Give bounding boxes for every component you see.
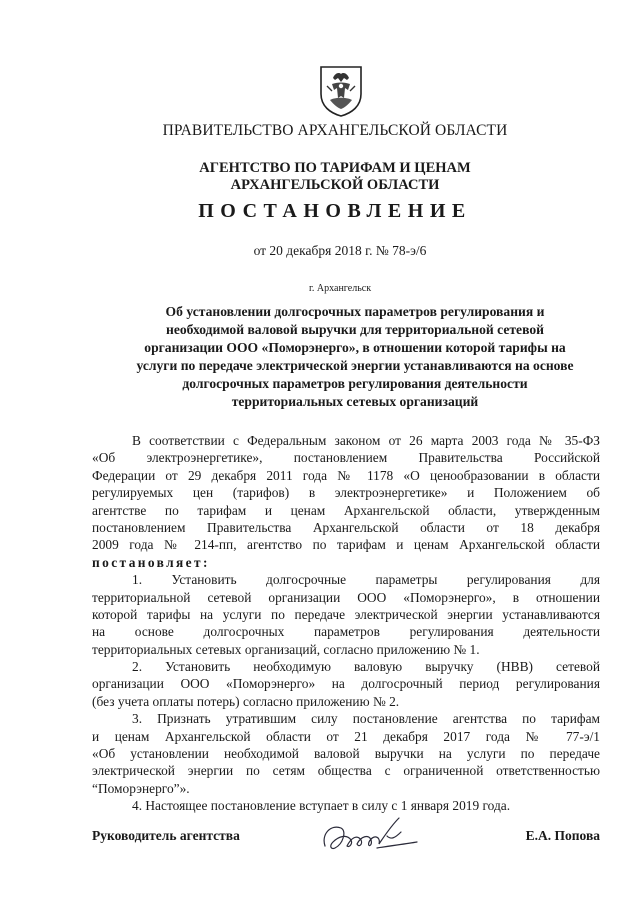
- document-title: [95, 303, 615, 411]
- item-3: [92, 710, 600, 797]
- item-line: которой тарифы на услуги по передаче электрической энергии устанавливаются: [92, 606, 600, 622]
- preamble-line: регулируемых цен (тарифов) в электроэнергетике» и Положением об: [92, 485, 600, 501]
- agency-name: [0, 160, 640, 194]
- item-line: на основе долгосрочных параметров регулирования деятельности: [92, 624, 600, 640]
- item-line: и ценам Архангельской области от 21 декабря 2017 года № 77-э/1: [92, 728, 600, 744]
- preamble-line: 2009 года № 214-пп, агентство по тарифам и ценам Архангельской области: [92, 537, 600, 553]
- coat-of-arms-icon: [318, 64, 364, 118]
- title-line: необходимой валовой выручки для территориальной сетевой: [166, 322, 544, 337]
- document-date-number: от 20 декабря 2018 г. № 78-э/6: [253, 243, 427, 258]
- preamble-line: агентстве по тарифам и ценам Архангельской области, утвержденным: [92, 502, 600, 518]
- document-type: ПОСТАНОВЛЕНИЕ: [198, 200, 472, 222]
- item-line: “Поморэнерго”».: [92, 780, 190, 796]
- item-line: электрической энергии по сетям общества с ограниченной ответственностью: [92, 763, 600, 779]
- item-line: 4. Настоящее постановление вступает в силу с 1 января 2019 года.: [132, 798, 511, 814]
- title-line: услуги по передаче электрической энергии устанавливаются на основе: [136, 358, 574, 373]
- item-line: «Об установлении необходимой валовой выручки на услуги по передаче: [92, 746, 600, 762]
- item-line: организации ООО «Поморэнерго» на долгосрочный период регулирования: [92, 676, 600, 692]
- preamble: [92, 432, 600, 571]
- item-1: [92, 571, 600, 658]
- resolves-word: постановляет:: [92, 554, 210, 570]
- title-line: территориальных сетевых организаций: [231, 394, 479, 409]
- item-line: территориальной сетевой организации ООО «Поморэнерго», в отношении: [92, 589, 600, 605]
- title-line: долгосрочных параметров регулирования деятельности: [182, 376, 528, 391]
- preamble-line: «Об электроэнергетике», постановлением Правительства Российской: [92, 450, 600, 466]
- handwritten-signature-icon: [317, 812, 427, 862]
- signatory-title: Руководитель агентства: [92, 828, 240, 843]
- item-line: территориальных сетевых организаций, согласно приложению № 1.: [92, 641, 480, 657]
- signatory-name: Е.А. Попова: [525, 828, 600, 843]
- item-line: 2. Установить необходимую валовую выручку (НВВ) сетевой: [132, 659, 600, 675]
- preamble-line: В соответствии с Федеральным законом от 26 марта 2003 года № 35-ФЗ: [132, 433, 600, 448]
- item-2: [92, 658, 600, 710]
- preamble-line: Федерации от 29 декабря 2011 года № 1178 «О ценообразовании в области: [92, 467, 600, 483]
- document-city: г. Архангельск: [308, 283, 372, 294]
- preamble-line: постановлением Правительства Архангельской области от 18 декабря: [92, 519, 600, 535]
- agency-line: АРХАНГЕЛЬСКОЙ ОБЛАСТИ: [230, 177, 440, 193]
- agency-line: АГЕНТСТВО ПО ТАРИФАМ И ЦЕНАМ: [199, 160, 471, 176]
- item-line: (без учета оплаты потерь) согласно приложению № 2.: [92, 693, 400, 709]
- item-line: 3. Признать утратившим силу постановление агентства по тарифам: [132, 711, 600, 727]
- document-body: [92, 432, 600, 815]
- government-name: ПРАВИТЕЛЬСТВО АРХАНГЕЛЬСКОЙ ОБЛАСТИ: [162, 122, 508, 139]
- signature-block: [92, 826, 600, 850]
- title-line: Об установлении долгосрочных параметров регулирования и: [165, 304, 545, 319]
- item-line: 1. Установить долгосрочные параметры регулирования для: [132, 572, 600, 588]
- title-line: организации ООО «Поморэнерго», в отношении которой тарифы на: [144, 340, 566, 355]
